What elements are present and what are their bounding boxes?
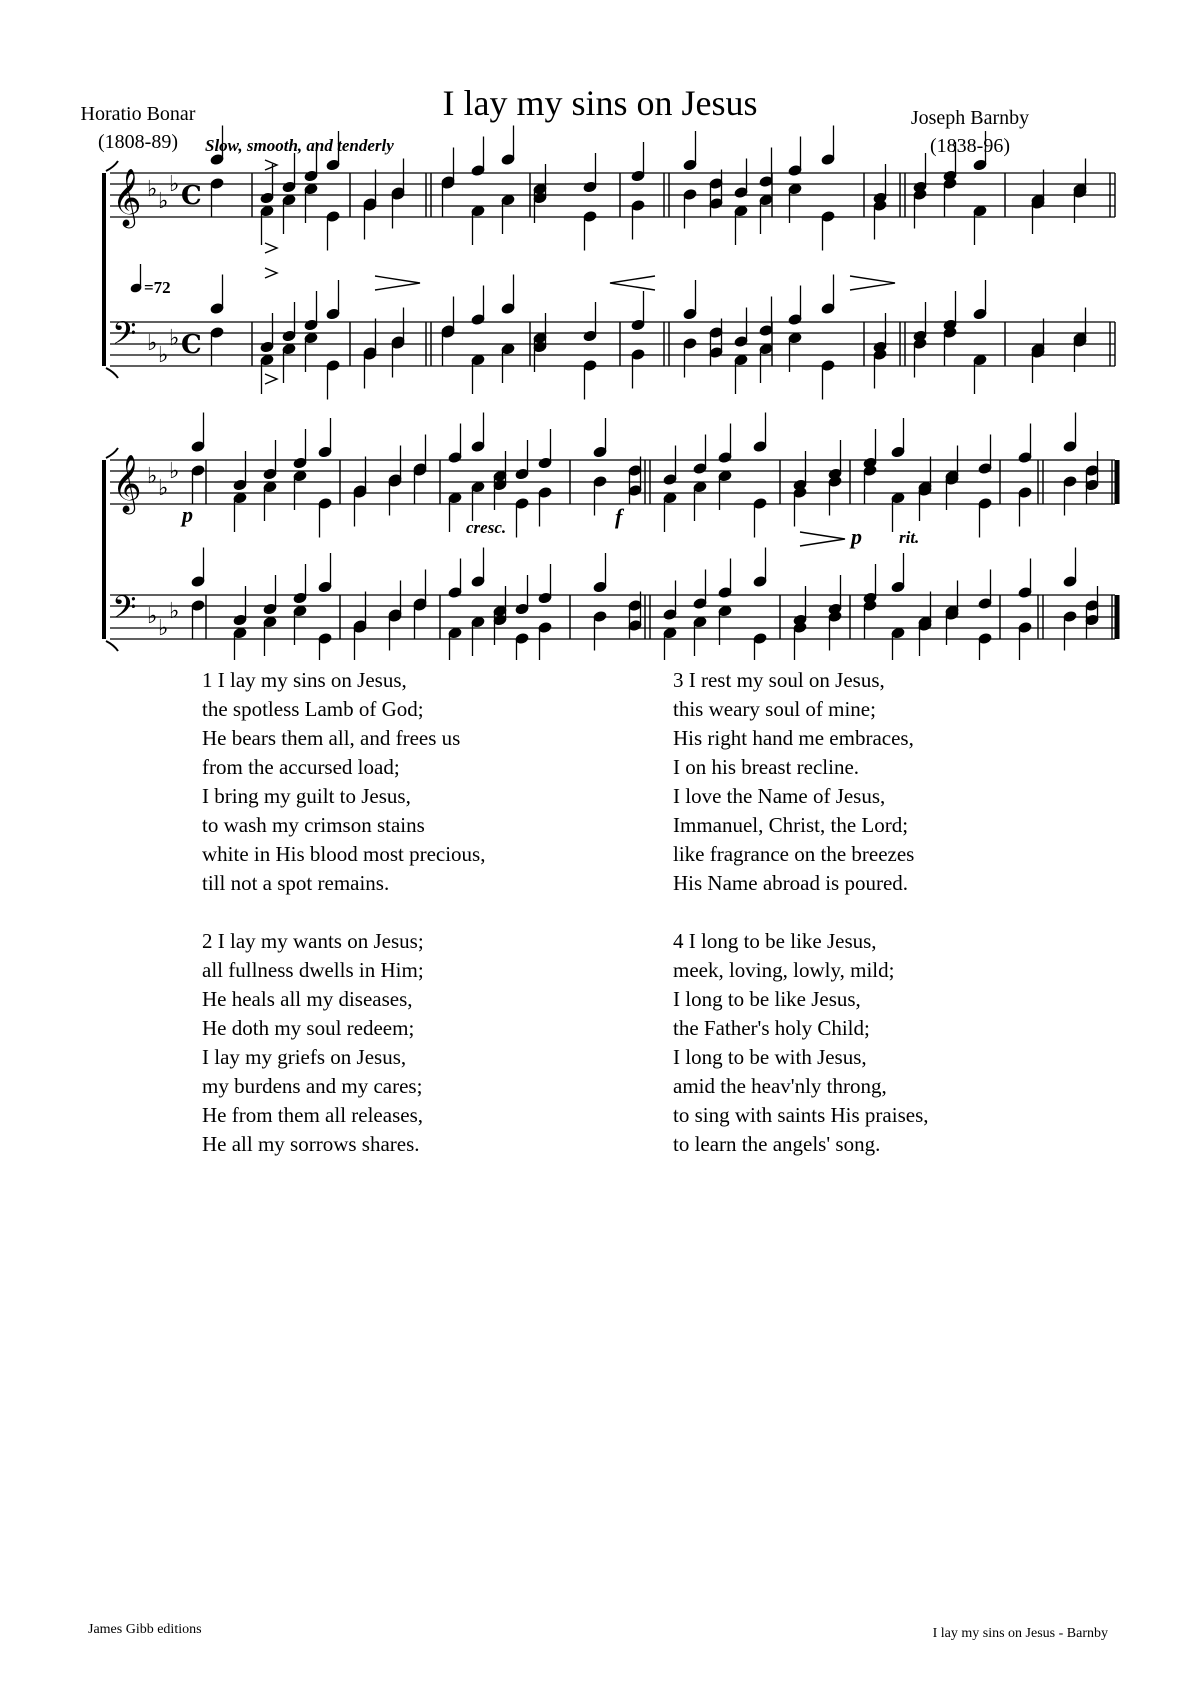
verses-left-column <box>202 666 485 1159</box>
verse-line: to wash my crimson stains <box>202 813 425 837</box>
verse-line: to learn the angels' song. <box>673 1132 881 1156</box>
verse-line: meek, loving, lowly, mild; <box>673 958 895 982</box>
verse-line: He from them all releases, <box>202 1103 423 1127</box>
verses-right-column <box>673 666 929 1159</box>
verse-line: Immanuel, Christ, the Lord; <box>673 813 909 837</box>
system-1-bass-staff <box>110 322 1115 366</box>
verse-line: His right hand me embraces, <box>673 726 914 750</box>
verse-line: 4 I long to be like Jesus, <box>673 929 877 953</box>
verse-line: amid the heav'nly throng, <box>673 1074 887 1098</box>
verse-4 <box>673 927 929 1159</box>
svg-text:♭: ♭ <box>147 177 158 202</box>
system-brackets <box>104 161 118 651</box>
crescendo-hairpin <box>610 276 655 290</box>
footer-page-title: I lay my sins on Jesus - Barnby <box>932 1626 1108 1641</box>
footer-publisher: James Gibb editions <box>88 1622 202 1637</box>
svg-text:♭: ♭ <box>158 476 169 501</box>
svg-text:♭: ♭ <box>169 599 180 624</box>
verse-line: 1 I lay my sins on Jesus, <box>202 668 407 692</box>
barlines <box>206 173 1115 639</box>
system-1-treble-notes <box>210 126 1087 251</box>
accent-mark <box>265 268 277 278</box>
verse-line: 2 I lay my wants on Jesus; <box>202 929 424 953</box>
verse-line: like fragrance on the breezes <box>673 842 915 866</box>
verse-line: white in His blood most precious, <box>202 842 486 866</box>
decrescendo-hairpin <box>800 532 845 546</box>
dynamic-piano: p <box>851 524 862 549</box>
verse-line: I bring my guilt to Jesus, <box>202 784 411 808</box>
verse-1 <box>202 666 485 898</box>
dynamic-piano: p <box>182 502 193 527</box>
svg-text:♭: ♭ <box>147 604 158 629</box>
svg-text:C: C <box>181 181 202 211</box>
verse-line: He doth my soul redeem; <box>202 1016 415 1040</box>
verse-line: to sing with saints His praises, <box>673 1103 929 1127</box>
verse-line: all fullness dwells in Him; <box>202 958 424 982</box>
accent-mark <box>265 243 277 253</box>
verse-line: till not a spot remains. <box>202 871 390 895</box>
dynamic-forte: f <box>615 504 623 529</box>
verse-line: His Name abroad is poured. <box>673 871 909 895</box>
verse-line: the Father's holy Child; <box>673 1016 870 1040</box>
verse-line: the spotless Lamb of God; <box>202 697 424 721</box>
verse-line: He all my sorrows shares. <box>202 1132 420 1156</box>
staff-lines <box>110 173 1115 639</box>
system-2-treble-staff <box>110 460 1115 504</box>
dynamic-crescendo: cresc. <box>466 518 507 537</box>
bass-clef-icon: 𝄢 <box>112 589 137 633</box>
verse-line: this weary soul of mine; <box>673 697 876 721</box>
treble-clef-icon: 𝄞 <box>112 454 142 512</box>
decrescendo-hairpin <box>375 276 420 290</box>
composer-dates: (1838-96) <box>930 135 1010 157</box>
system-1-bass-notes <box>210 275 1087 400</box>
verse-line: my burdens and my cares; <box>202 1074 423 1098</box>
verse-line: from the accursed load; <box>202 755 400 779</box>
author-dates: (1808-89) <box>98 131 178 153</box>
svg-text:♭: ♭ <box>158 616 169 641</box>
svg-text:♭: ♭ <box>158 343 169 368</box>
verse-line: He heals all my diseases, <box>202 987 413 1011</box>
verse-line: I on his breast recline. <box>673 755 860 779</box>
svg-text:♭: ♭ <box>169 459 180 484</box>
system-1-treble-staff <box>110 173 1115 217</box>
metronome-mark: =72 <box>144 278 171 297</box>
tempo-text: Slow, smooth, and tenderly <box>205 136 394 155</box>
system-2-bass-staff <box>110 595 1115 639</box>
verse-line: He bears them all, and frees us <box>202 726 461 750</box>
accent-mark <box>265 374 277 384</box>
accent-mark <box>265 160 277 170</box>
verse-line: 3 I rest my soul on Jesus, <box>673 668 885 692</box>
verse-line: I lay my griefs on Jesus, <box>202 1045 407 1069</box>
verse-line: I long to be with Jesus, <box>673 1045 867 1069</box>
bass-clef-icon: 𝄢 <box>112 315 137 359</box>
metronome-note-icon <box>130 264 142 293</box>
svg-text:♭: ♭ <box>169 326 180 351</box>
verse-line: I long to be like Jesus, <box>673 987 861 1011</box>
music-score <box>0 0 1200 660</box>
svg-text:♭: ♭ <box>169 172 180 197</box>
author-name: Horatio Bonar <box>80 103 196 125</box>
treble-clef-icon: 𝄞 <box>112 168 142 226</box>
decrescendo-hairpin <box>850 276 895 290</box>
svg-text:♭: ♭ <box>158 189 169 214</box>
verse-2 <box>202 927 485 1159</box>
svg-text:♭: ♭ <box>147 464 158 489</box>
page-title: I lay my sins on Jesus <box>442 83 758 123</box>
composer-name: Joseph Barnby <box>910 107 1030 129</box>
svg-text:♭: ♭ <box>147 331 158 356</box>
svg-text:C: C <box>181 330 202 360</box>
ritardando-mark: rit. <box>899 528 920 547</box>
verse-3 <box>673 666 929 898</box>
clefs-and-signatures <box>112 168 202 641</box>
verse-line: I love the Name of Jesus, <box>673 784 886 808</box>
